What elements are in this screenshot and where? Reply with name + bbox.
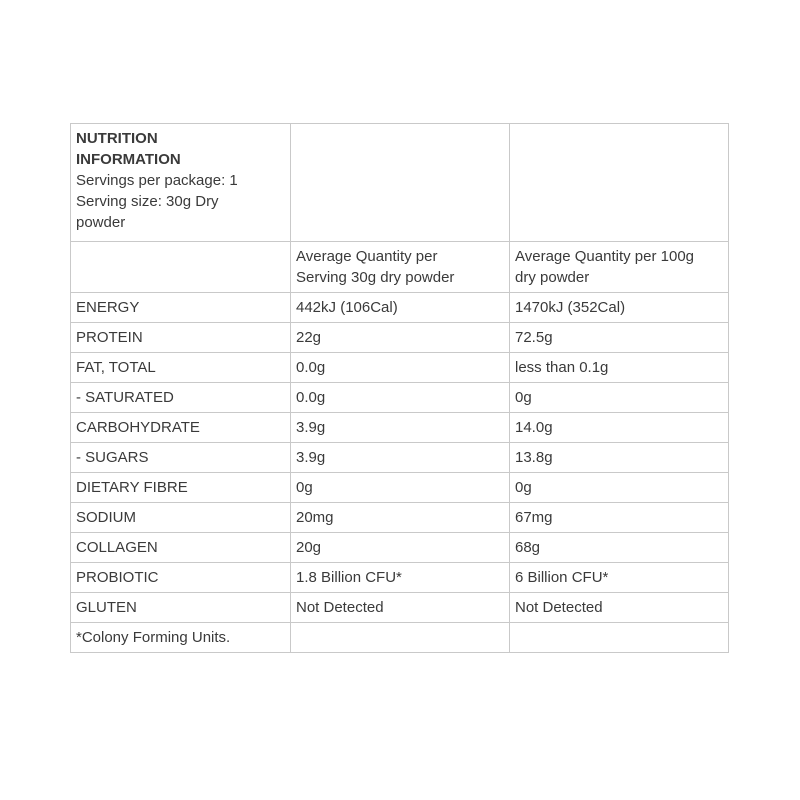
per-100g-header-line1: Average Quantity per 100g — [515, 248, 695, 265]
footnote: *Colony Forming Units. — [71, 623, 291, 653]
per-100g-value: 13.8g — [510, 443, 729, 473]
empty-cell — [510, 623, 729, 653]
per-serving-value: 0.0g — [291, 353, 510, 383]
table-row — [71, 323, 729, 353]
nutrient-label: PROTEIN — [71, 323, 291, 353]
nutrient-label: ENERGY — [71, 293, 291, 323]
table-row — [71, 473, 729, 503]
per-100g-value: 0g — [510, 473, 729, 503]
per-100g-header-line2: dry powder — [515, 269, 590, 286]
per-serving-value: 3.9g — [291, 443, 510, 473]
nutrient-label: PROBIOTIC — [71, 563, 291, 593]
per-100g-value: 14.0g — [510, 413, 729, 443]
table-row — [71, 503, 729, 533]
per-100g-value: 68g — [510, 533, 729, 563]
serving-size-line2: powder — [76, 214, 126, 231]
per-serving-value: 22g — [291, 323, 510, 353]
empty-cell — [510, 124, 729, 242]
panel-info-cell — [71, 124, 291, 242]
table-row — [71, 353, 729, 383]
table-row — [71, 383, 729, 413]
table-row — [71, 443, 729, 473]
nutrient-label: - SATURATED — [71, 383, 291, 413]
per-100g-value: 0g — [510, 383, 729, 413]
empty-cell — [71, 242, 291, 293]
serving-size-line1: Serving size: 30g Dry — [76, 193, 219, 210]
empty-cell — [291, 124, 510, 242]
per-serving-value: 0g — [291, 473, 510, 503]
per-100g-value: 6 Billion CFU* — [510, 563, 729, 593]
per-serving-header — [291, 242, 510, 293]
panel-title-line2: INFORMATION — [76, 151, 181, 168]
per-serving-header-line2: Serving 30g dry powder — [296, 269, 455, 286]
per-serving-value: Not Detected — [291, 593, 510, 623]
nutrient-label: COLLAGEN — [71, 533, 291, 563]
table-row — [71, 413, 729, 443]
per-serving-value: 3.9g — [291, 413, 510, 443]
per-serving-value: 442kJ (106Cal) — [291, 293, 510, 323]
per-serving-value: 20mg — [291, 503, 510, 533]
column-header-row — [71, 242, 729, 293]
empty-cell — [291, 623, 510, 653]
nutrient-label: - SUGARS — [71, 443, 291, 473]
panel-title-line1: NUTRITION — [76, 130, 158, 147]
nutrient-label: DIETARY FIBRE — [71, 473, 291, 503]
nutrient-label: SODIUM — [71, 503, 291, 533]
nutrient-label: FAT, TOTAL — [71, 353, 291, 383]
per-100g-value: 1470kJ (352Cal) — [510, 293, 729, 323]
table-row — [71, 533, 729, 563]
table-row — [71, 563, 729, 593]
per-100g-value: Not Detected — [510, 593, 729, 623]
per-100g-header — [510, 242, 729, 293]
per-100g-value: less than 0.1g — [510, 353, 729, 383]
nutrition-table — [70, 123, 729, 653]
footnote-row — [71, 623, 729, 653]
per-serving-value: 20g — [291, 533, 510, 563]
per-100g-value: 72.5g — [510, 323, 729, 353]
nutrient-label: GLUTEN — [71, 593, 291, 623]
nutrient-rows — [71, 293, 729, 623]
table-row — [71, 293, 729, 323]
per-100g-value: 67mg — [510, 503, 729, 533]
table-header-row — [71, 124, 729, 242]
servings-per-package: Servings per package: 1 — [76, 172, 238, 189]
table-row — [71, 593, 729, 623]
nutrient-label: CARBOHYDRATE — [71, 413, 291, 443]
per-serving-value: 1.8 Billion CFU* — [291, 563, 510, 593]
per-serving-header-line1: Average Quantity per — [296, 248, 438, 265]
per-serving-value: 0.0g — [291, 383, 510, 413]
